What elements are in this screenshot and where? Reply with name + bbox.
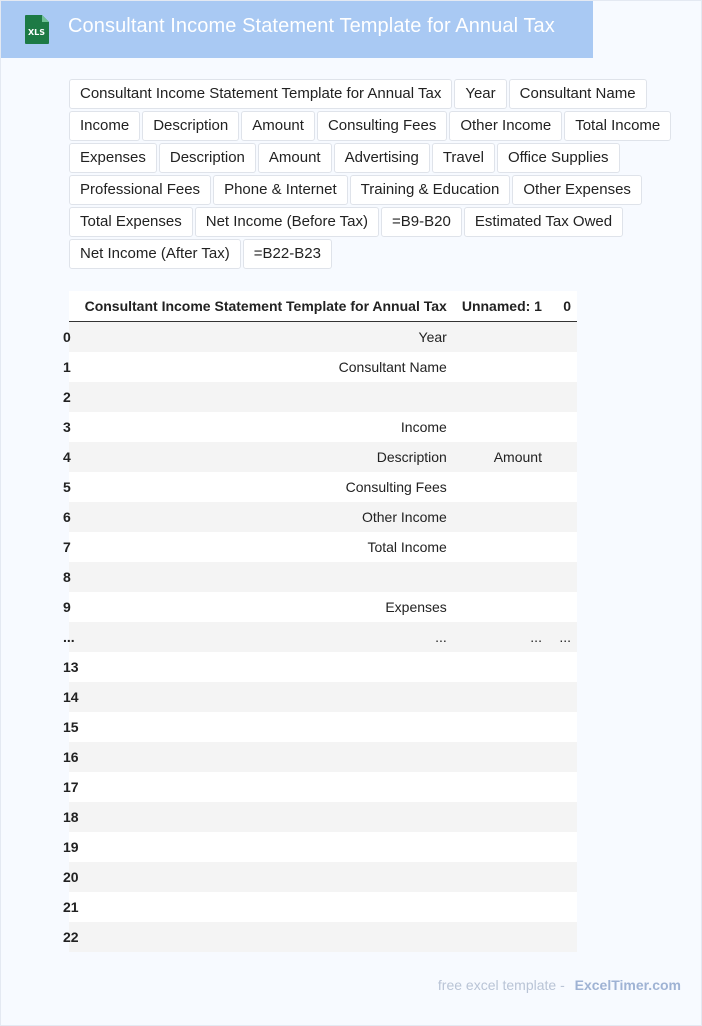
row-index-label: 2	[63, 389, 71, 405]
row-index-label: 4	[63, 449, 71, 465]
keyword-tag[interactable]: Net Income (Before Tax)	[195, 207, 379, 237]
row-index-label: 20	[63, 869, 79, 885]
table-cell	[453, 562, 548, 592]
table-row	[69, 322, 577, 353]
excel-file-icon	[22, 14, 52, 45]
row-index	[63, 562, 79, 592]
table-row	[69, 892, 577, 922]
row-index	[63, 712, 79, 742]
table-row	[69, 622, 577, 652]
row-index	[63, 472, 79, 502]
table-cell: ...	[559, 629, 571, 645]
table-row	[69, 772, 577, 802]
column-header: Unnamed: 1	[453, 291, 548, 322]
table-cell: Consulting Fees	[345, 479, 447, 495]
table-cell	[453, 712, 548, 742]
table-cell	[453, 652, 548, 682]
table-cell	[548, 652, 577, 682]
table-cell: Income	[400, 419, 447, 435]
table-row	[69, 712, 577, 742]
table-cell	[453, 502, 548, 532]
table-cell	[453, 862, 548, 892]
row-index	[63, 352, 79, 382]
table-cell	[79, 382, 453, 412]
table-row	[69, 532, 577, 562]
keyword-tag[interactable]: Total Income	[564, 111, 671, 141]
table-cell	[79, 742, 453, 772]
table-row	[69, 832, 577, 862]
table-cell	[79, 652, 453, 682]
table-cell	[548, 712, 577, 742]
table-cell	[548, 532, 577, 562]
table-cell	[548, 472, 577, 502]
row-index-label: 18	[63, 809, 79, 825]
row-index-label: 5	[63, 479, 71, 495]
row-index	[63, 412, 79, 442]
table-cell	[453, 532, 548, 562]
table-cell	[79, 832, 453, 862]
table-cell	[453, 382, 548, 412]
table-cell	[453, 592, 548, 622]
table-row	[69, 382, 577, 412]
row-index	[63, 862, 79, 892]
table-row	[69, 922, 577, 952]
row-index-label: 14	[63, 689, 79, 705]
keyword-tag[interactable]: Other Expenses	[512, 175, 642, 205]
row-index-label: 7	[63, 539, 71, 555]
table-cell	[453, 322, 548, 353]
keyword-tag[interactable]: Description	[142, 111, 239, 141]
keyword-tag[interactable]: Total Expenses	[69, 207, 193, 237]
table-cell	[548, 562, 577, 592]
table-cell	[453, 472, 548, 502]
column-header: 0	[548, 291, 577, 322]
table-cell	[548, 352, 577, 382]
row-index	[63, 652, 79, 682]
table-cell	[79, 772, 453, 802]
row-index	[63, 772, 79, 802]
keyword-tag[interactable]: Travel	[432, 143, 495, 173]
keyword-tag[interactable]: Consultant Name	[509, 79, 647, 109]
table-cell: Amount	[493, 449, 542, 465]
table-row	[69, 472, 577, 502]
table-cell	[79, 682, 453, 712]
row-index-label: 17	[63, 779, 79, 795]
table-cell	[453, 412, 548, 442]
row-index	[63, 892, 79, 922]
data-preview-table	[63, 291, 577, 952]
row-index-label: 3	[63, 419, 71, 435]
table-cell	[453, 742, 548, 772]
keyword-tag[interactable]: Description	[159, 143, 256, 173]
table-cell	[548, 682, 577, 712]
table-cell	[548, 412, 577, 442]
footer-credit	[438, 977, 681, 993]
keyword-tag[interactable]: Year	[454, 79, 506, 109]
column-header: Consultant Income Statement Template for Annual Tax	[79, 291, 453, 322]
table-row	[69, 352, 577, 382]
row-index	[63, 802, 79, 832]
row-index	[63, 442, 79, 472]
row-index	[63, 832, 79, 862]
header-bar	[1, 1, 593, 58]
row-index	[63, 592, 79, 622]
table-row	[69, 682, 577, 712]
keyword-tag[interactable]: Expenses	[69, 143, 157, 173]
row-index	[63, 742, 79, 772]
table-cell	[453, 922, 548, 952]
table-cell	[548, 382, 577, 412]
table-cell	[548, 802, 577, 832]
table-row	[69, 502, 577, 532]
table-cell	[79, 892, 453, 922]
table-row	[69, 412, 577, 442]
table-cell: Total Income	[367, 539, 447, 555]
table-cell	[79, 562, 453, 592]
row-index-label: 19	[63, 839, 79, 855]
row-index	[63, 532, 79, 562]
keyword-tag[interactable]: Net Income (After Tax)	[69, 239, 241, 269]
row-index-label: 22	[63, 929, 79, 945]
keyword-tag[interactable]: Consulting Fees	[317, 111, 447, 141]
table-cell	[79, 862, 453, 892]
keyword-tag-list	[69, 79, 689, 271]
table-cell: Year	[418, 329, 447, 345]
table-cell	[548, 322, 577, 353]
footer-text: free excel template -	[437, 977, 565, 993]
row-index-label: 8	[63, 569, 71, 585]
table-cell	[453, 832, 548, 862]
keyword-tag[interactable]: =B9-B20	[381, 207, 462, 237]
brand-link[interactable]: ExcelTimer.com	[574, 977, 681, 993]
table-cell: Other Income	[361, 509, 447, 525]
table-row	[69, 862, 577, 892]
table-row	[69, 742, 577, 772]
row-index-label: 0	[63, 329, 71, 345]
table-cell	[548, 772, 577, 802]
table-cell	[548, 832, 577, 862]
table-cell	[79, 712, 453, 742]
keyword-tag[interactable]: Amount	[258, 143, 332, 173]
row-index	[63, 382, 79, 412]
table-cell: Expenses	[385, 599, 447, 615]
keyword-tag[interactable]: Office Supplies	[497, 143, 620, 173]
table-row	[69, 802, 577, 832]
keyword-tag[interactable]: Training & Education	[350, 175, 511, 205]
table-cell: ...	[530, 629, 542, 645]
keyword-tag[interactable]: Phone & Internet	[213, 175, 348, 205]
row-index	[63, 922, 79, 952]
table-header-row	[69, 291, 577, 322]
table-cell	[453, 772, 548, 802]
row-index	[63, 682, 79, 712]
keyword-tag[interactable]: Advertising	[334, 143, 430, 173]
row-index	[63, 622, 79, 652]
table-cell	[79, 922, 453, 952]
table-cell: ...	[435, 629, 447, 645]
table-cell	[453, 352, 548, 382]
table-cell	[548, 442, 577, 472]
row-index-label: 16	[63, 749, 79, 765]
index-header	[69, 291, 79, 322]
table-cell	[453, 682, 548, 712]
table-cell	[548, 892, 577, 922]
table-row	[69, 442, 577, 472]
row-index-label: 1	[63, 359, 71, 375]
page-title: Consultant Income Statement Template for Annual Tax	[68, 15, 555, 37]
table-cell	[548, 922, 577, 952]
row-index-label: 21	[63, 899, 79, 915]
table-cell	[548, 502, 577, 532]
keyword-tag[interactable]: =B22-B23	[243, 239, 332, 269]
keyword-tag[interactable]: Professional Fees	[69, 175, 211, 205]
table-cell: Description	[376, 449, 447, 465]
table-row	[69, 562, 577, 592]
table-cell	[548, 592, 577, 622]
table-cell	[453, 802, 548, 832]
row-index-label: 15	[63, 719, 79, 735]
keyword-tag[interactable]: Amount	[241, 111, 315, 141]
row-index	[63, 322, 79, 353]
table-cell: Consultant Name	[338, 359, 447, 375]
table-row	[69, 592, 577, 622]
table-cell	[79, 802, 453, 832]
keyword-tag[interactable]: Consultant Income Statement Template for Annual Tax	[69, 79, 452, 109]
keyword-tag[interactable]: Other Income	[449, 111, 562, 141]
table-cell	[548, 862, 577, 892]
table-cell	[453, 892, 548, 922]
keyword-tag[interactable]: Income	[69, 111, 140, 141]
row-index-label: 13	[63, 659, 79, 675]
table-row	[69, 652, 577, 682]
row-index-label: 9	[63, 599, 71, 615]
row-index	[63, 502, 79, 532]
row-index-label: 6	[63, 509, 71, 525]
svg-text:XLS: XLS	[27, 28, 46, 37]
row-index-label: ...	[63, 629, 75, 645]
table-cell	[548, 742, 577, 772]
keyword-tag[interactable]: Estimated Tax Owed	[464, 207, 623, 237]
